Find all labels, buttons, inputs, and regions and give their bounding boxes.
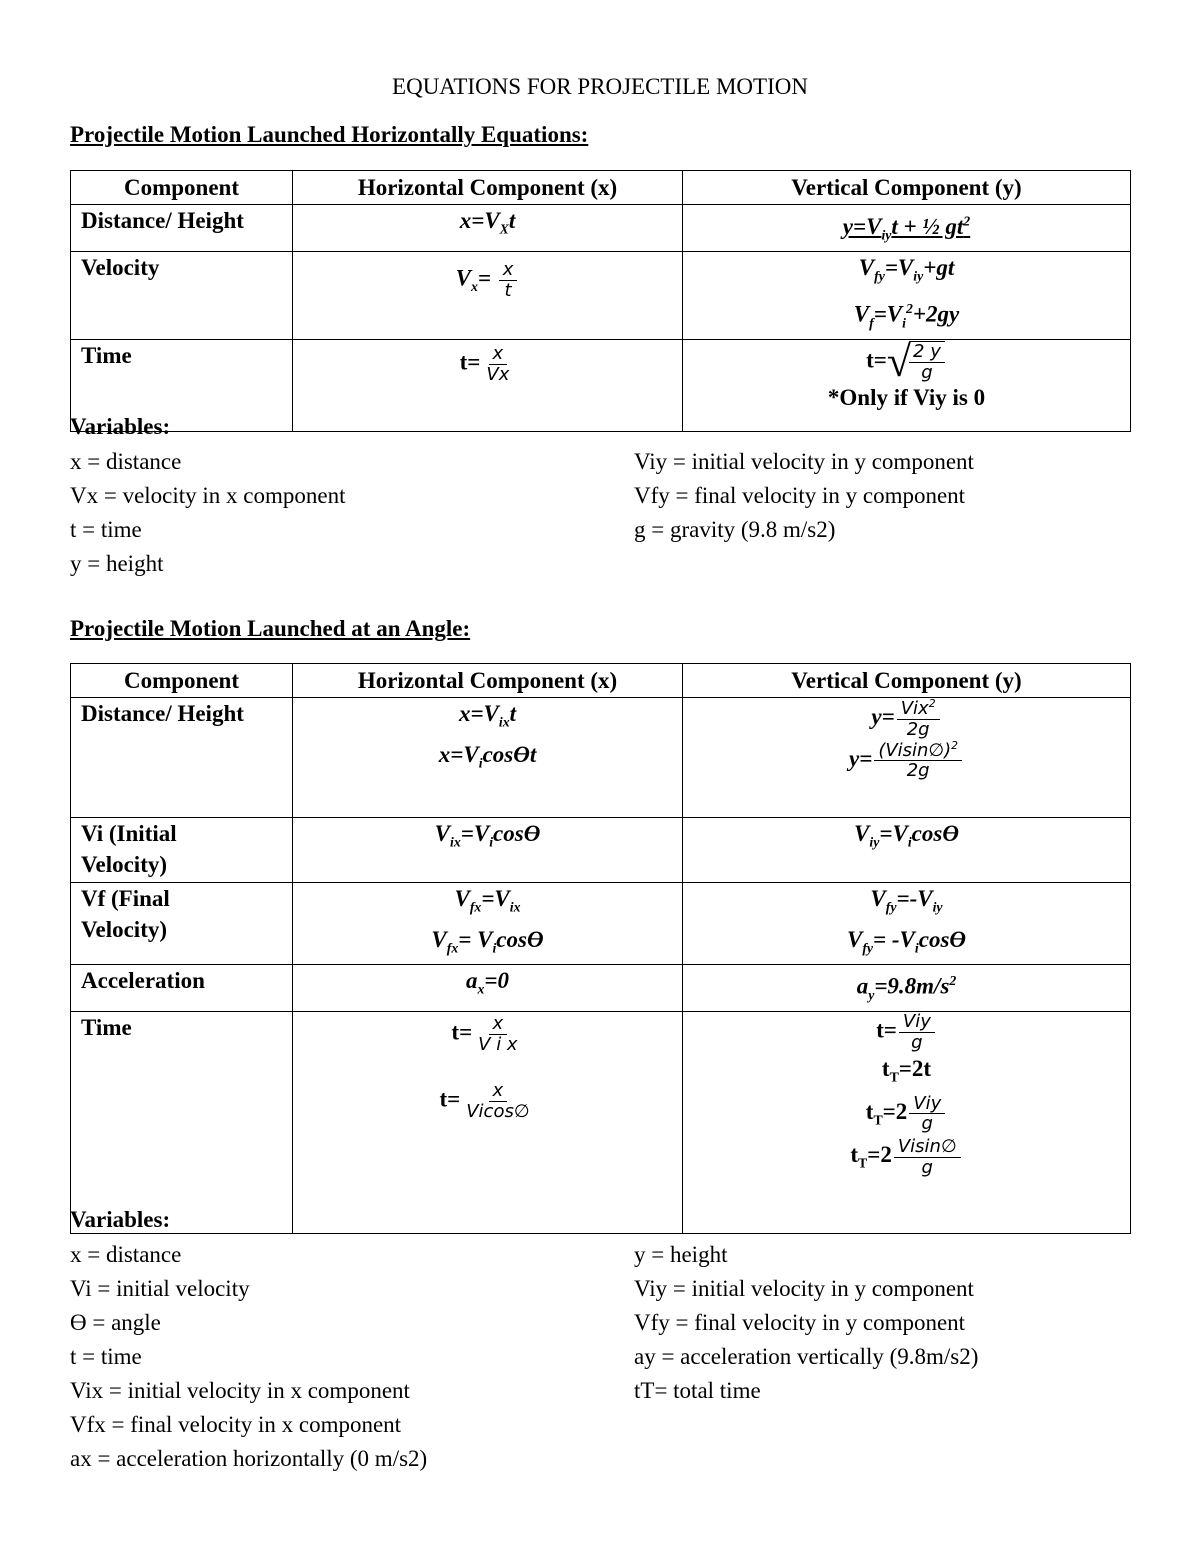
variables1-label: Variables:	[70, 414, 171, 439]
header-horizontal: Horizontal Component (x)	[293, 664, 683, 698]
var-item: Viy = initial velocity in y component	[634, 449, 974, 474]
header-vertical: Vertical Component (y)	[683, 171, 1131, 205]
eq-y-angle: y= $\frac{Vix^2}{2g}$ y= $\frac{(Visin\emptyset)^2}{2g}$	[683, 698, 1131, 818]
row-distance-label: Distance/ Height	[71, 205, 293, 252]
horizontal-launch-table	[70, 170, 1131, 432]
header-horizontal: Horizontal Component (x)	[293, 171, 683, 205]
var-item: ax = acceleration horizontally (0 m/s2)	[70, 1446, 428, 1471]
header-component: Component	[71, 664, 293, 698]
row-vi-label: Vi (Initial Velocity)	[71, 818, 293, 883]
row-time-label: Time	[71, 340, 293, 432]
var-item: x = distance	[70, 1242, 182, 1267]
header-component: Component	[71, 171, 293, 205]
eq-ay: $a_y=9.8m/s^2$	[683, 965, 1131, 1012]
var-item: x = distance	[70, 449, 182, 474]
eq-vfy: $V_{fy}=V_{iy}+gt$ $V_f=V_i^2+2gy$	[683, 252, 1131, 340]
variables2-label: Variables:	[70, 1207, 171, 1232]
var-item: y = height	[634, 1242, 728, 1267]
eq-viy: $V_{iy}=V_i\cos Ө$	[683, 818, 1131, 883]
eq-vx: $V_x=$ $\frac{x}{t}$	[293, 252, 683, 340]
row-distance-label: Distance/ Height	[71, 698, 293, 818]
note-only-if: *Only if Viy is 0	[827, 385, 986, 411]
row-accel-label: Acceleration	[71, 965, 293, 1012]
var-item: Vfy = final velocity in y component	[634, 1310, 966, 1335]
row-vf-label: Vf (Final Velocity)	[71, 883, 293, 965]
eq-time-y: t= √ $\frac{2 y}{g}$ *Only if Viy is 0	[683, 340, 1131, 432]
row-time-label: Time	[71, 1012, 293, 1234]
eq-time-angle-y: t= $\frac{\text{Viy}}{g}$ $t_T=2t$ $t_T=2$ $\frac{\text{Viy}}{g}$ $t_T=2$ $\frac{Visin\emptyset}{g}$	[683, 1012, 1131, 1234]
var-item: Vix = initial velocity in x component	[70, 1378, 410, 1403]
eq-time-angle-x: t= $\frac{x}{\text{V i x}}$ t= $\frac{x}{Vicos\emptyset}$	[293, 1012, 683, 1234]
var-item: t = time	[70, 1344, 142, 1369]
section2-heading: Projectile Motion Launched at an Angle:	[70, 616, 471, 641]
var-item: Ө = angle	[70, 1310, 161, 1335]
var-item: Vi = initial velocity	[70, 1276, 250, 1301]
eq-x-angle: $x=V_{ix}t$ $x=V_i\cos Өt$	[293, 698, 683, 818]
section1-heading: Projectile Motion Launched Horizontally Equations:	[70, 122, 589, 147]
eq-y-height: $y=V_{iy}t$ + ½ $gt^2$	[683, 205, 1131, 252]
variables2-right	[634, 1238, 978, 1408]
eq-ax: $a_x=0$	[293, 965, 683, 1012]
var-item: ay = acceleration vertically (9.8m/s2)	[634, 1344, 979, 1369]
row-velocity-label: Velocity	[71, 252, 293, 340]
eq-vix: $V_{ix}=V_i\cos Ө$	[293, 818, 683, 883]
header-vertical: Vertical Component (y)	[683, 664, 1131, 698]
page-title: EQUATIONS FOR PROJECTILE MOTION	[392, 74, 808, 99]
var-item: Vfx = final velocity in x component	[70, 1412, 402, 1437]
var-item: Vx = velocity in x component	[70, 483, 346, 508]
var-item: Vfy = final velocity in y component	[634, 483, 966, 508]
var-item: y = height	[70, 551, 164, 576]
eq-vfy-angle: $V_{fy}=-V_{iy}$ $V_{fy}= -V_i\cos Ө$	[683, 883, 1131, 965]
var-item: Viy = initial velocity in y component	[634, 1276, 974, 1301]
variables2-left	[70, 1238, 427, 1476]
eq-time-x: t= $\frac{x}{Vx}$	[293, 340, 683, 432]
variables1-left	[70, 445, 346, 581]
var-item: tT= total time	[634, 1378, 761, 1403]
eq-vfx: $V_{fx}=V_{ix}$ $V_{fx}= V_i\cos Ө$	[293, 883, 683, 965]
var-item: t = time	[70, 517, 142, 542]
angle-launch-table	[70, 663, 1131, 1234]
eq-x-distance: $x=V_Xt$	[293, 205, 683, 252]
var-item: g = gravity (9.8 m/s2)	[634, 517, 836, 542]
variables1-right	[634, 445, 974, 547]
